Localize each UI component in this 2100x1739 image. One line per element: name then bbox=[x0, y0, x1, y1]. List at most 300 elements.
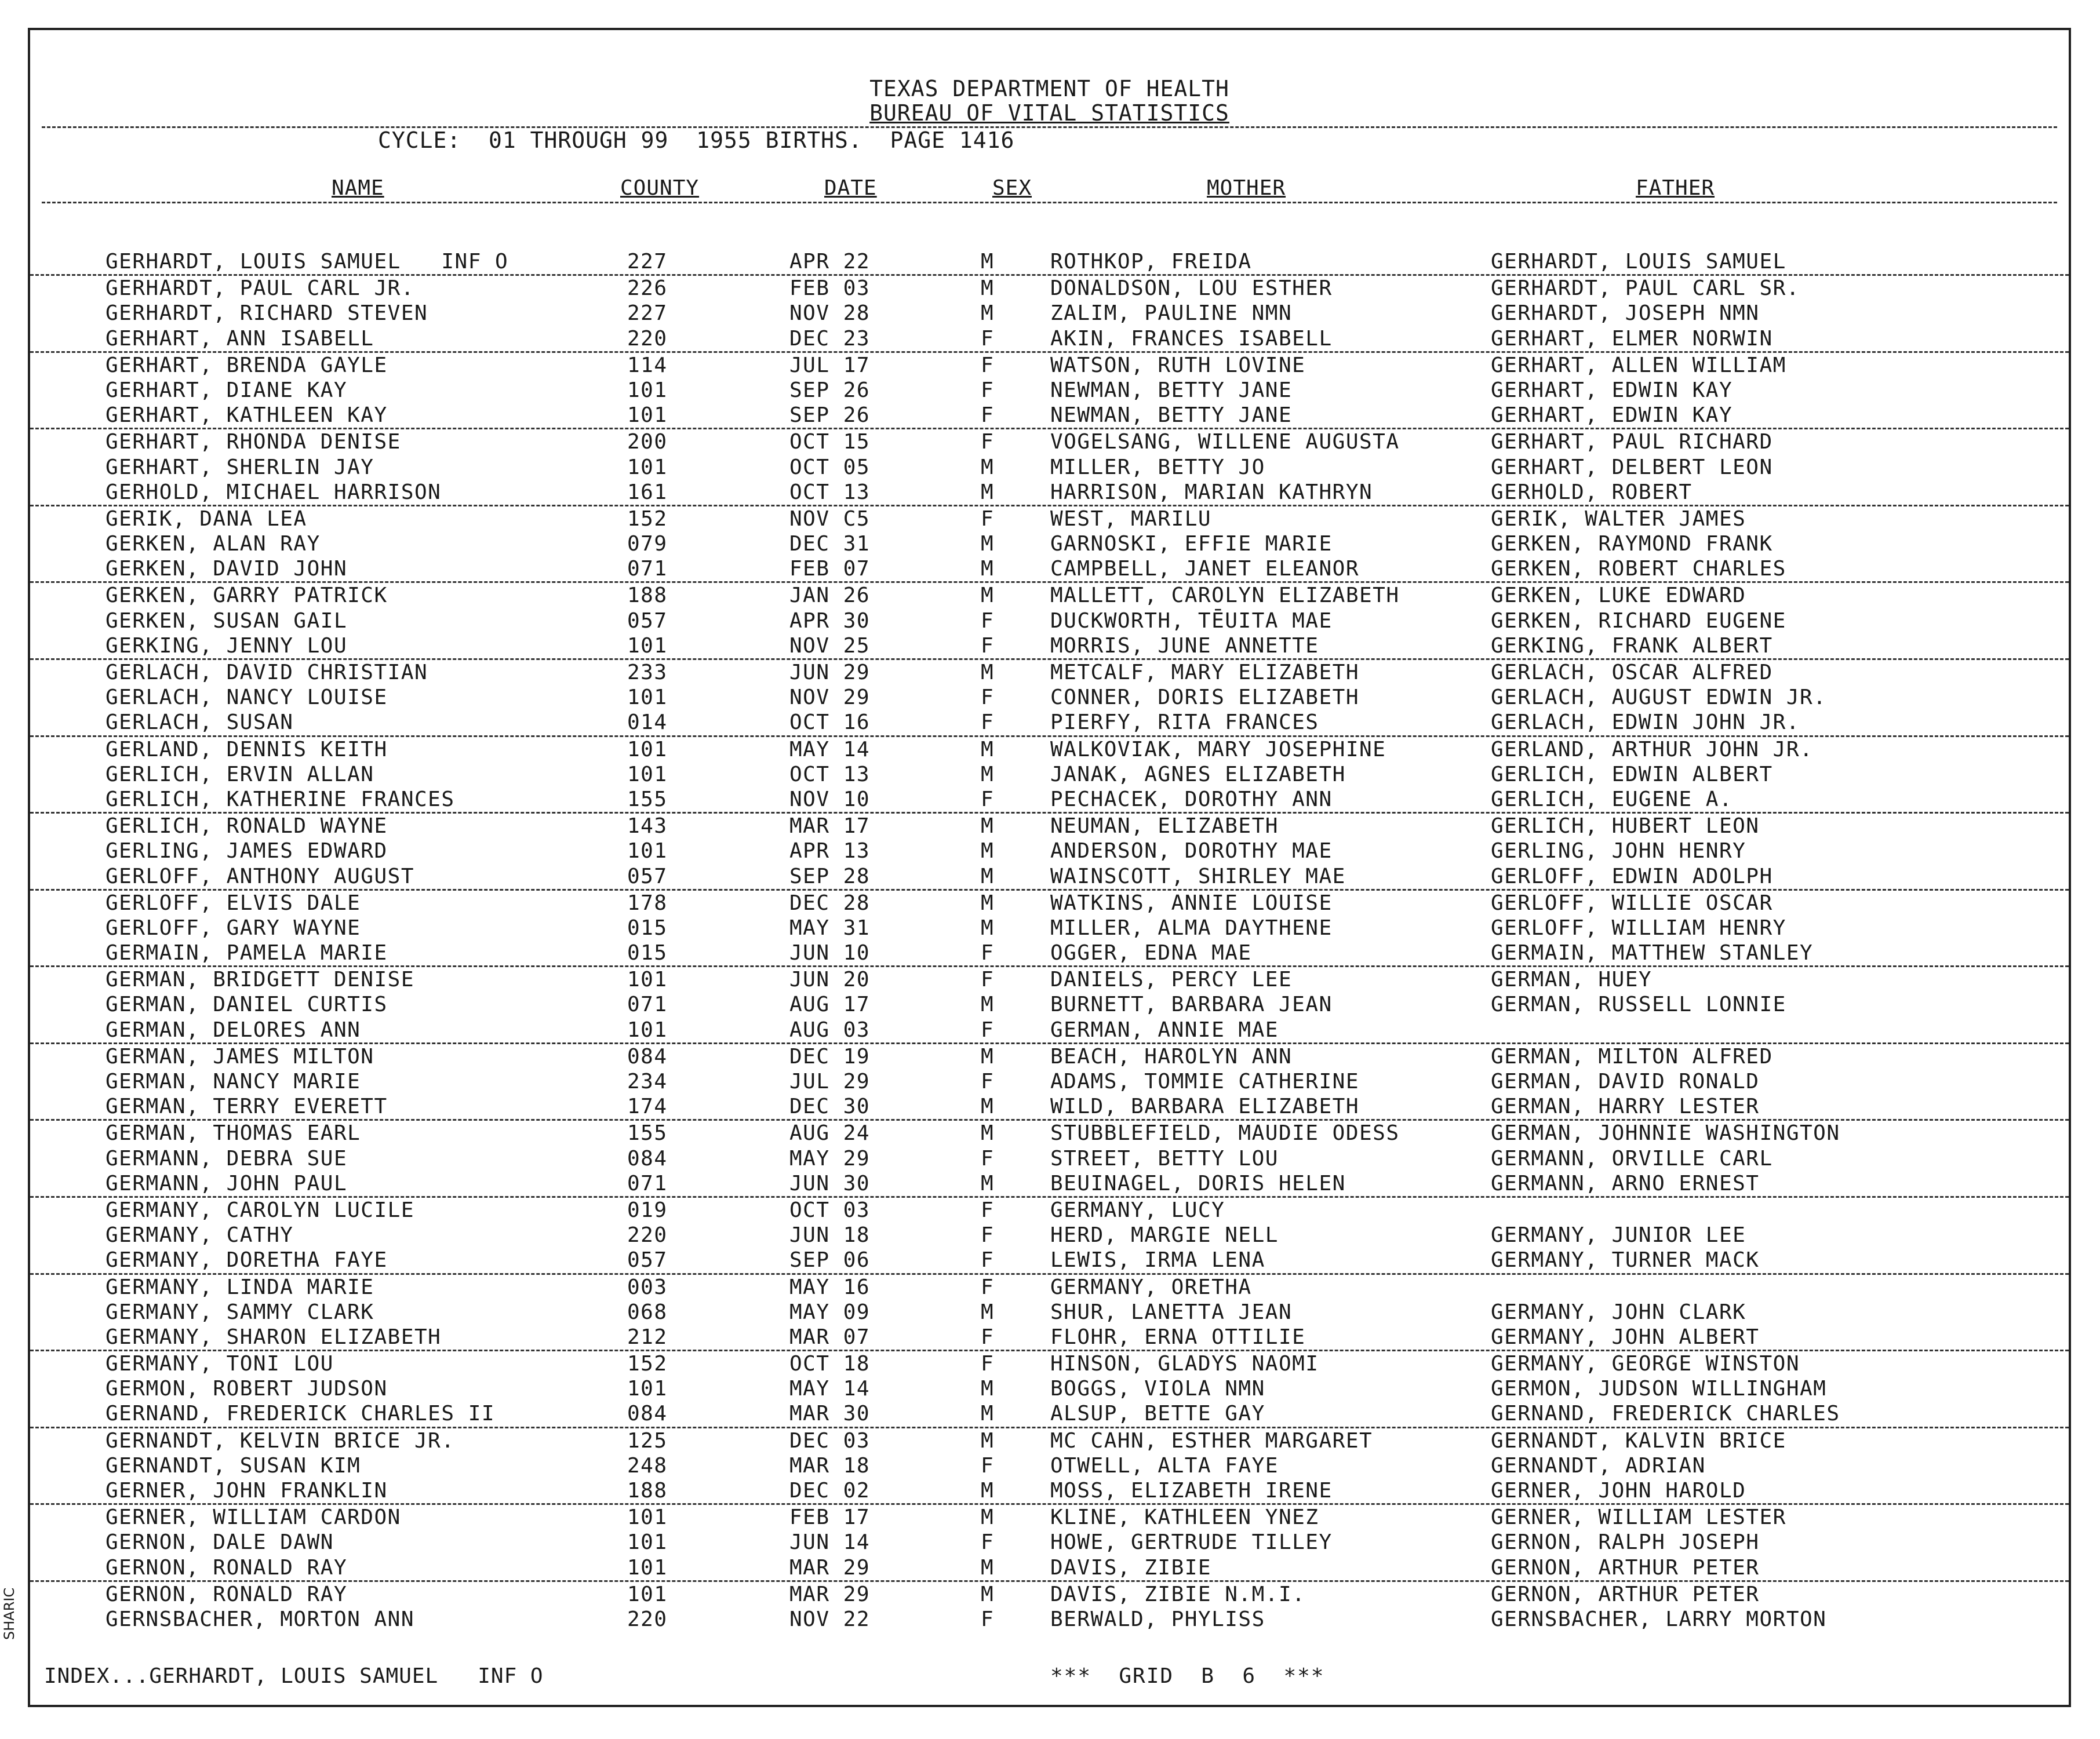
cell-name: GERLICH, ERVIN ALLAN bbox=[105, 762, 374, 786]
table-row bbox=[30, 1428, 2069, 1453]
cell-name: GERHART, ANN ISABELL bbox=[105, 326, 374, 351]
table-row bbox=[30, 685, 2069, 710]
cell-name: GERHARDT, LOUIS SAMUEL INF O bbox=[105, 250, 509, 274]
table-row bbox=[30, 787, 2069, 814]
cell-mother: BURNETT, BARBARA JEAN bbox=[1050, 993, 1333, 1017]
cell-father: GERHARDT, JOSEPH NMN bbox=[1491, 301, 1760, 326]
cell-sex: M bbox=[981, 993, 995, 1017]
cell-date: NOV 25 bbox=[789, 633, 871, 658]
cell-name: GERKEN, SUSAN GAIL bbox=[105, 608, 348, 633]
cell-mother: MILLER, ALMA DAYTHENE bbox=[1050, 916, 1333, 940]
table-row bbox=[30, 762, 2069, 787]
cell-date: OCT 16 bbox=[789, 710, 871, 735]
records-table bbox=[30, 249, 2069, 1632]
table-row bbox=[30, 249, 2069, 276]
cell-mother: BEUINAGEL, DORIS HELEN bbox=[1050, 1171, 1346, 1195]
cell-father: GERMANY, JOHN CLARK bbox=[1491, 1300, 1746, 1324]
cell-sex: M bbox=[981, 737, 995, 761]
cell-name: GERLING, JAMES EDWARD bbox=[105, 839, 388, 863]
cell-date: MAY 16 bbox=[789, 1275, 871, 1299]
cell-county: 071 bbox=[627, 1171, 668, 1195]
table-row bbox=[30, 1094, 2069, 1121]
cell-name: GERLOFF, ELVIS DALE bbox=[105, 891, 361, 915]
cell-date: JUL 29 bbox=[789, 1070, 871, 1093]
cell-mother: NEUMAN, ELIZABETH bbox=[1050, 814, 1279, 838]
table-row bbox=[30, 506, 2069, 531]
cell-name: GERHART, KATHLEEN KAY bbox=[105, 403, 388, 428]
cell-mother: BOGGS, VIOLA NMN bbox=[1050, 1377, 1265, 1401]
cell-date: JUN 18 bbox=[789, 1223, 871, 1248]
cell-name: GERNER, WILLIAM CARDON bbox=[105, 1505, 401, 1530]
cell-date: OCT 18 bbox=[789, 1352, 871, 1376]
table-row bbox=[30, 480, 2069, 506]
cell-sex: M bbox=[981, 1582, 995, 1606]
table-row bbox=[30, 1044, 2069, 1069]
cell-father: GERLICH, EDWIN ALBERT bbox=[1491, 762, 1773, 786]
cell-sex: M bbox=[981, 532, 995, 556]
cell-county: 101 bbox=[627, 1018, 668, 1042]
cell-county: 143 bbox=[627, 814, 668, 838]
cell-mother: WILD, BARBARA ELIZABETH bbox=[1050, 1095, 1359, 1119]
cell-mother: JANAK, AGNES ELIZABETH bbox=[1050, 762, 1346, 786]
table-row bbox=[30, 1325, 2069, 1351]
cell-name: GERMANY, SHARON ELIZABETH bbox=[105, 1325, 442, 1349]
table-row bbox=[30, 710, 2069, 737]
cell-father: GERKEN, RICHARD EUGENE bbox=[1491, 608, 1786, 633]
cell-name: GERKEN, ALAN RAY bbox=[105, 532, 321, 556]
cell-sex: F bbox=[981, 1018, 995, 1042]
column-header-date: DATE bbox=[824, 176, 877, 200]
cell-date: MAR 18 bbox=[789, 1453, 871, 1478]
cell-father: GERLICH, EUGENE A. bbox=[1491, 787, 1733, 811]
cell-county: 101 bbox=[627, 378, 668, 402]
cell-father: GERHART, ELMER NORWIN bbox=[1491, 326, 1773, 351]
cell-mother: STREET, BETTY LOU bbox=[1050, 1146, 1279, 1171]
cell-mother: HOWE, GERTRUDE TILLEY bbox=[1050, 1530, 1333, 1555]
cell-county: 152 bbox=[627, 506, 668, 531]
cell-date: APR 13 bbox=[789, 839, 871, 863]
cell-county: 188 bbox=[627, 584, 668, 608]
cell-date: AUG 03 bbox=[789, 1018, 871, 1042]
cell-father: GERMAN, JOHNNIE WASHINGTON bbox=[1491, 1121, 1840, 1146]
cell-father: GERNER, WILLIAM LESTER bbox=[1491, 1505, 1786, 1530]
cell-father: GERNON, ARTHUR PETER bbox=[1491, 1555, 1760, 1580]
cell-county: 057 bbox=[627, 608, 668, 633]
cell-father: GERNER, JOHN HAROLD bbox=[1491, 1479, 1746, 1503]
cell-mother: WATKINS, ANNIE LOUISE bbox=[1050, 891, 1333, 915]
cell-name: GERLOFF, ANTHONY AUGUST bbox=[105, 864, 414, 888]
cell-county: 101 bbox=[627, 1582, 668, 1606]
cell-sex: M bbox=[981, 301, 995, 326]
cell-sex: M bbox=[981, 864, 995, 888]
index-footer: INDEX...GERHARDT, LOUIS SAMUEL INF O bbox=[44, 1664, 544, 1688]
column-header-name: NAME bbox=[332, 176, 384, 200]
cell-date: NOV 28 bbox=[789, 301, 871, 326]
cell-county: 079 bbox=[627, 532, 668, 556]
table-row bbox=[30, 378, 2069, 403]
cell-mother: GARNOSKI, EFFIE MARIE bbox=[1050, 532, 1333, 556]
cell-name: GERMANN, DEBRA SUE bbox=[105, 1146, 348, 1171]
cell-date: MAY 14 bbox=[789, 1377, 871, 1401]
table-row bbox=[30, 1505, 2069, 1530]
column-header-sex: SEX bbox=[992, 176, 1032, 200]
table-row bbox=[30, 583, 2069, 608]
cell-date: JUN 30 bbox=[789, 1171, 871, 1195]
cell-sex: M bbox=[981, 276, 995, 301]
cell-sex: F bbox=[981, 1070, 995, 1093]
cell-father: GERMANN, ARNO ERNEST bbox=[1491, 1171, 1760, 1195]
cell-county: 101 bbox=[627, 455, 668, 479]
cell-date: DEC 19 bbox=[789, 1044, 871, 1069]
cell-sex: F bbox=[981, 608, 995, 633]
cell-father: GERLAND, ARTHUR JOHN JR. bbox=[1491, 737, 1814, 761]
table-row bbox=[30, 353, 2069, 378]
cell-mother: WALKOVIAK, MARY JOSEPHINE bbox=[1050, 737, 1386, 761]
cell-name: GERLACH, SUSAN bbox=[105, 710, 294, 735]
cell-sex: M bbox=[981, 1300, 995, 1324]
cell-sex: M bbox=[981, 814, 995, 838]
cell-county: 101 bbox=[627, 403, 668, 428]
cell-date: OCT 13 bbox=[789, 762, 871, 786]
cell-sex: M bbox=[981, 1377, 995, 1401]
cell-father: GERMANY, GEORGE WINSTON bbox=[1491, 1352, 1800, 1376]
cell-father: GERIK, WALTER JAMES bbox=[1491, 506, 1746, 531]
cell-county: 084 bbox=[627, 1044, 668, 1069]
cell-mother: CAMPBELL, JANET ELEANOR bbox=[1050, 557, 1359, 581]
cell-county: 226 bbox=[627, 276, 668, 301]
cell-father: GERHARDT, LOUIS SAMUEL bbox=[1491, 250, 1786, 274]
cell-name: GERMAN, DELORES ANN bbox=[105, 1018, 361, 1042]
table-row bbox=[30, 1171, 2069, 1198]
table-row bbox=[30, 967, 2069, 992]
cell-date: FEB 03 bbox=[789, 276, 871, 301]
cell-father: GERHART, DELBERT LEON bbox=[1491, 455, 1773, 479]
cell-sex: M bbox=[981, 1555, 995, 1580]
table-row bbox=[30, 940, 2069, 967]
cell-name: GERMANY, DORETHA FAYE bbox=[105, 1248, 388, 1273]
cell-county: 101 bbox=[627, 839, 668, 863]
cell-mother: LEWIS, IRMA LENA bbox=[1050, 1248, 1265, 1273]
table-row bbox=[30, 864, 2069, 891]
cell-sex: F bbox=[981, 430, 995, 454]
cell-county: 101 bbox=[627, 633, 668, 658]
cell-mother: GERMANY, ORETHA bbox=[1050, 1275, 1252, 1299]
table-row bbox=[30, 660, 2069, 685]
cell-mother: STUBBLEFIELD, MAUDIE ODESS bbox=[1050, 1121, 1400, 1146]
cell-mother: PIERFY, RITA FRANCES bbox=[1050, 710, 1319, 735]
cell-county: 101 bbox=[627, 762, 668, 786]
table-row bbox=[30, 838, 2069, 863]
cell-name: GERLICH, RONALD WAYNE bbox=[105, 814, 388, 838]
cell-county: 178 bbox=[627, 891, 668, 915]
cell-father: GERMANN, ORVILLE CARL bbox=[1491, 1146, 1773, 1171]
cell-sex: M bbox=[981, 1402, 995, 1426]
cell-mother: DUCKWORTH, TĒUITA MAE bbox=[1050, 608, 1333, 633]
cell-mother: MOSS, ELIZABETH IRENE bbox=[1050, 1479, 1333, 1503]
table-row bbox=[30, 326, 2069, 353]
cell-father: GERHARDT, PAUL CARL SR. bbox=[1491, 276, 1800, 301]
table-row bbox=[30, 1275, 2069, 1300]
agency-title: TEXAS DEPARTMENT OF HEALTH bbox=[869, 76, 1229, 101]
cell-name: GERMANY, TONI LOU bbox=[105, 1352, 334, 1376]
table-row bbox=[30, 1069, 2069, 1094]
cell-date: JUN 20 bbox=[789, 968, 871, 992]
cell-sex: F bbox=[981, 326, 995, 351]
cell-mother: VOGELSANG, WILLENE AUGUSTA bbox=[1050, 430, 1400, 454]
cell-sex: F bbox=[981, 403, 995, 428]
cell-sex: F bbox=[981, 1248, 995, 1273]
cell-name: GERMON, ROBERT JUDSON bbox=[105, 1377, 388, 1401]
cell-county: 014 bbox=[627, 710, 668, 735]
cell-father: GERLOFF, WILLIAM HENRY bbox=[1491, 916, 1786, 940]
cell-name: GERMAN, TERRY EVERETT bbox=[105, 1095, 388, 1119]
cell-county: 101 bbox=[627, 1505, 668, 1530]
cell-mother: ANDERSON, DOROTHY MAE bbox=[1050, 839, 1333, 863]
cell-mother: CONNER, DORIS ELIZABETH bbox=[1050, 686, 1359, 710]
cell-date: OCT 03 bbox=[789, 1198, 871, 1222]
cell-father: GERMAN, RUSSELL LONNIE bbox=[1491, 993, 1786, 1017]
cell-county: 220 bbox=[627, 1607, 668, 1631]
cell-mother: BEACH, HAROLYN ANN bbox=[1050, 1044, 1293, 1069]
cell-name: GERHOLD, MICHAEL HARRISON bbox=[105, 480, 442, 504]
table-row bbox=[30, 1223, 2069, 1248]
cell-sex: M bbox=[981, 1095, 995, 1119]
cell-name: GERHART, BRENDA GAYLE bbox=[105, 353, 388, 377]
cell-mother: BERWALD, PHYLISS bbox=[1050, 1607, 1265, 1631]
cell-father: GERLING, JOHN HENRY bbox=[1491, 839, 1746, 863]
cell-father: GERNON, ARTHUR PETER bbox=[1491, 1582, 1760, 1606]
cell-sex: F bbox=[981, 1146, 995, 1171]
cell-county: 057 bbox=[627, 1248, 668, 1273]
cell-sex: M bbox=[981, 891, 995, 915]
cell-mother: WAINSCOTT, SHIRLEY MAE bbox=[1050, 864, 1346, 888]
table-row bbox=[30, 1401, 2069, 1428]
cell-date: OCT 13 bbox=[789, 480, 871, 504]
cell-county: 114 bbox=[627, 353, 668, 377]
cell-mother: NEWMAN, BETTY JANE bbox=[1050, 378, 1293, 402]
cell-county: 071 bbox=[627, 557, 668, 581]
cell-sex: M bbox=[981, 455, 995, 479]
cell-name: GERNON, DALE DAWN bbox=[105, 1530, 334, 1555]
cell-mother: GERMAN, ANNIE MAE bbox=[1050, 1018, 1279, 1042]
cell-mother: ADAMS, TOMMIE CATHERINE bbox=[1050, 1070, 1359, 1093]
cell-father: GERHOLD, ROBERT bbox=[1491, 480, 1693, 504]
grid-reference: *** GRID B 6 *** bbox=[1050, 1664, 1325, 1688]
cell-name: GERLICH, KATHERINE FRANCES bbox=[105, 787, 455, 811]
cell-father: GERMAN, DAVID RONALD bbox=[1491, 1070, 1760, 1093]
table-row bbox=[30, 1300, 2069, 1325]
cell-father: GERLACH, AUGUST EDWIN JR. bbox=[1491, 686, 1827, 710]
cell-name: GERHART, SHERLIN JAY bbox=[105, 455, 374, 479]
cell-father: GERMAIN, MATTHEW STANLEY bbox=[1491, 941, 1814, 965]
cell-county: 068 bbox=[627, 1300, 668, 1324]
cell-sex: F bbox=[981, 1352, 995, 1376]
cell-name: GERHART, RHONDA DENISE bbox=[105, 430, 401, 454]
cell-sex: M bbox=[981, 584, 995, 608]
cell-date: SEP 06 bbox=[789, 1248, 871, 1273]
bureau-title: BUREAU OF VITAL STATISTICS bbox=[869, 100, 1229, 126]
cell-county: 220 bbox=[627, 326, 668, 351]
cell-county: 084 bbox=[627, 1146, 668, 1171]
cell-sex: M bbox=[981, 1121, 995, 1146]
cell-county: 101 bbox=[627, 686, 668, 710]
cell-father: GERNANDT, ADRIAN bbox=[1491, 1453, 1706, 1478]
cell-county: 101 bbox=[627, 737, 668, 761]
cell-father: GERMAN, HUEY bbox=[1491, 968, 1653, 992]
cell-father: GERHART, ALLEN WILLIAM bbox=[1491, 353, 1786, 377]
cell-county: 155 bbox=[627, 787, 668, 811]
cell-date: FEB 17 bbox=[789, 1505, 871, 1530]
cell-sex: F bbox=[981, 1275, 995, 1299]
table-row bbox=[30, 1582, 2069, 1607]
cell-date: OCT 15 bbox=[789, 430, 871, 454]
cell-name: GERKEN, GARRY PATRICK bbox=[105, 584, 388, 608]
cell-name: GERMAN, NANCY MARIE bbox=[105, 1070, 361, 1093]
cell-county: 233 bbox=[627, 661, 668, 684]
cell-father: GERLACH, OSCAR ALFRED bbox=[1491, 661, 1773, 684]
cell-mother: DANIELS, PERCY LEE bbox=[1050, 968, 1293, 992]
cell-name: GERIK, DANA LEA bbox=[105, 506, 307, 531]
cell-date: MAR 07 bbox=[789, 1325, 871, 1349]
cell-father: GERMANY, JUNIOR LEE bbox=[1491, 1223, 1746, 1248]
cell-mother: DAVIS, ZIBIE bbox=[1050, 1555, 1212, 1580]
cell-date: NOV 10 bbox=[789, 787, 871, 811]
table-row bbox=[30, 633, 2069, 660]
cell-mother: WEST, MARILU bbox=[1050, 506, 1212, 531]
cell-mother: MC CAHN, ESTHER MARGARET bbox=[1050, 1428, 1373, 1453]
cell-sex: F bbox=[981, 378, 995, 402]
table-row bbox=[30, 891, 2069, 916]
cell-county: 015 bbox=[627, 941, 668, 965]
cell-date: MAY 29 bbox=[789, 1146, 871, 1171]
cell-county: 188 bbox=[627, 1479, 668, 1503]
cell-father: GERMON, JUDSON WILLINGHAM bbox=[1491, 1377, 1827, 1401]
cell-father: GERLOFF, WILLIE OSCAR bbox=[1491, 891, 1773, 915]
cell-father: GERKEN, ROBERT CHARLES bbox=[1491, 557, 1786, 581]
table-row bbox=[30, 1146, 2069, 1171]
table-row bbox=[30, 814, 2069, 838]
cell-mother: OTWELL, ALTA FAYE bbox=[1050, 1453, 1279, 1478]
cell-mother: ROTHKOP, FREIDA bbox=[1050, 250, 1252, 274]
cell-name: GERKEN, DAVID JOHN bbox=[105, 557, 348, 581]
cell-county: 019 bbox=[627, 1198, 668, 1222]
cell-county: 101 bbox=[627, 1377, 668, 1401]
cell-name: GERMANN, JOHN PAUL bbox=[105, 1171, 348, 1195]
table-row bbox=[30, 1530, 2069, 1555]
table-row bbox=[30, 608, 2069, 633]
cell-father: GERHART, EDWIN KAY bbox=[1491, 403, 1733, 428]
table-row bbox=[30, 429, 2069, 454]
table-row bbox=[30, 992, 2069, 1017]
table-row bbox=[30, 276, 2069, 301]
cell-name: GERLACH, DAVID CHRISTIAN bbox=[105, 661, 428, 684]
cell-father: GERLACH, EDWIN JOHN JR. bbox=[1491, 710, 1800, 735]
cell-name: GERLACH, NANCY LOUISE bbox=[105, 686, 388, 710]
table-row bbox=[30, 556, 2069, 583]
column-divider bbox=[42, 202, 2057, 203]
cell-name: GERKING, JENNY LOU bbox=[105, 633, 348, 658]
cell-county: 212 bbox=[627, 1325, 668, 1349]
cell-county: 227 bbox=[627, 301, 668, 326]
cell-name: GERMAN, DANIEL CURTIS bbox=[105, 993, 388, 1017]
table-row bbox=[30, 1478, 2069, 1505]
cell-father: GERNAND, FREDERICK CHARLES bbox=[1491, 1402, 1840, 1426]
cell-date: SEP 26 bbox=[789, 378, 871, 402]
cell-mother: OGGER, EDNA MAE bbox=[1050, 941, 1252, 965]
cell-date: JUN 10 bbox=[789, 941, 871, 965]
cell-county: 227 bbox=[627, 250, 668, 274]
cell-father: GERLOFF, EDWIN ADOLPH bbox=[1491, 864, 1773, 888]
table-row bbox=[30, 1555, 2069, 1582]
cell-name: GERMAN, BRIDGETT DENISE bbox=[105, 968, 414, 992]
cell-mother: DONALDSON, LOU ESTHER bbox=[1050, 276, 1333, 301]
cell-sex: F bbox=[981, 1607, 995, 1631]
table-row bbox=[30, 1248, 2069, 1274]
cell-date: JUN 29 bbox=[789, 661, 871, 684]
cell-date: JUL 17 bbox=[789, 353, 871, 377]
cell-date: AUG 24 bbox=[789, 1121, 871, 1146]
table-row bbox=[30, 1018, 2069, 1044]
cell-sex: F bbox=[981, 1325, 995, 1349]
cell-sex: M bbox=[981, 1044, 995, 1069]
cell-father: GERNSBACHER, LARRY MORTON bbox=[1491, 1607, 1827, 1631]
cell-date: NOV 22 bbox=[789, 1607, 871, 1631]
cell-county: 101 bbox=[627, 968, 668, 992]
cell-name: GERHARDT, RICHARD STEVEN bbox=[105, 301, 428, 326]
cell-mother: HERD, MARGIE NELL bbox=[1050, 1223, 1279, 1248]
cell-sex: M bbox=[981, 1479, 995, 1503]
cell-father: GERHART, PAUL RICHARD bbox=[1491, 430, 1773, 454]
cell-name: GERMANY, CATHY bbox=[105, 1223, 294, 1248]
cell-date: OCT 05 bbox=[789, 455, 871, 479]
cell-date: DEC 23 bbox=[789, 326, 871, 351]
cell-father: GERMANY, JOHN ALBERT bbox=[1491, 1325, 1760, 1349]
cell-mother: MORRIS, JUNE ANNETTE bbox=[1050, 633, 1319, 658]
cell-sex: F bbox=[981, 1223, 995, 1248]
cell-date: MAR 29 bbox=[789, 1555, 871, 1580]
cell-date: DEC 31 bbox=[789, 532, 871, 556]
document-frame bbox=[28, 28, 2071, 1707]
cell-mother: ALSUP, BETTE GAY bbox=[1050, 1402, 1265, 1426]
cell-county: 161 bbox=[627, 480, 668, 504]
table-row bbox=[30, 1198, 2069, 1223]
cell-sex: F bbox=[981, 1198, 995, 1222]
cell-mother: METCALF, MARY ELIZABETH bbox=[1050, 661, 1359, 684]
cell-sex: F bbox=[981, 633, 995, 658]
cell-sex: M bbox=[981, 1428, 995, 1453]
cell-mother: SHUR, LANETTA JEAN bbox=[1050, 1300, 1293, 1324]
table-row bbox=[30, 1453, 2069, 1478]
cell-sex: F bbox=[981, 686, 995, 710]
cell-county: 200 bbox=[627, 430, 668, 454]
table-row bbox=[30, 531, 2069, 556]
cell-sex: F bbox=[981, 1530, 995, 1555]
column-header-father: FATHER bbox=[1636, 176, 1715, 200]
cell-mother: PECHACEK, DOROTHY ANN bbox=[1050, 787, 1333, 811]
cell-name: GERMANY, LINDA MARIE bbox=[105, 1275, 374, 1299]
cell-sex: F bbox=[981, 506, 995, 531]
cell-sex: M bbox=[981, 250, 995, 274]
cell-mother: HINSON, GLADYS NAOMI bbox=[1050, 1352, 1319, 1376]
cell-date: APR 22 bbox=[789, 250, 871, 274]
cell-county: 015 bbox=[627, 916, 668, 940]
cell-sex: M bbox=[981, 839, 995, 863]
cell-name: GERNANDT, KELVIN BRICE JR. bbox=[105, 1428, 455, 1453]
cell-father: GERKING, FRANK ALBERT bbox=[1491, 633, 1773, 658]
cell-date: APR 30 bbox=[789, 608, 871, 633]
cell-county: 155 bbox=[627, 1121, 668, 1146]
cell-date: DEC 03 bbox=[789, 1428, 871, 1453]
